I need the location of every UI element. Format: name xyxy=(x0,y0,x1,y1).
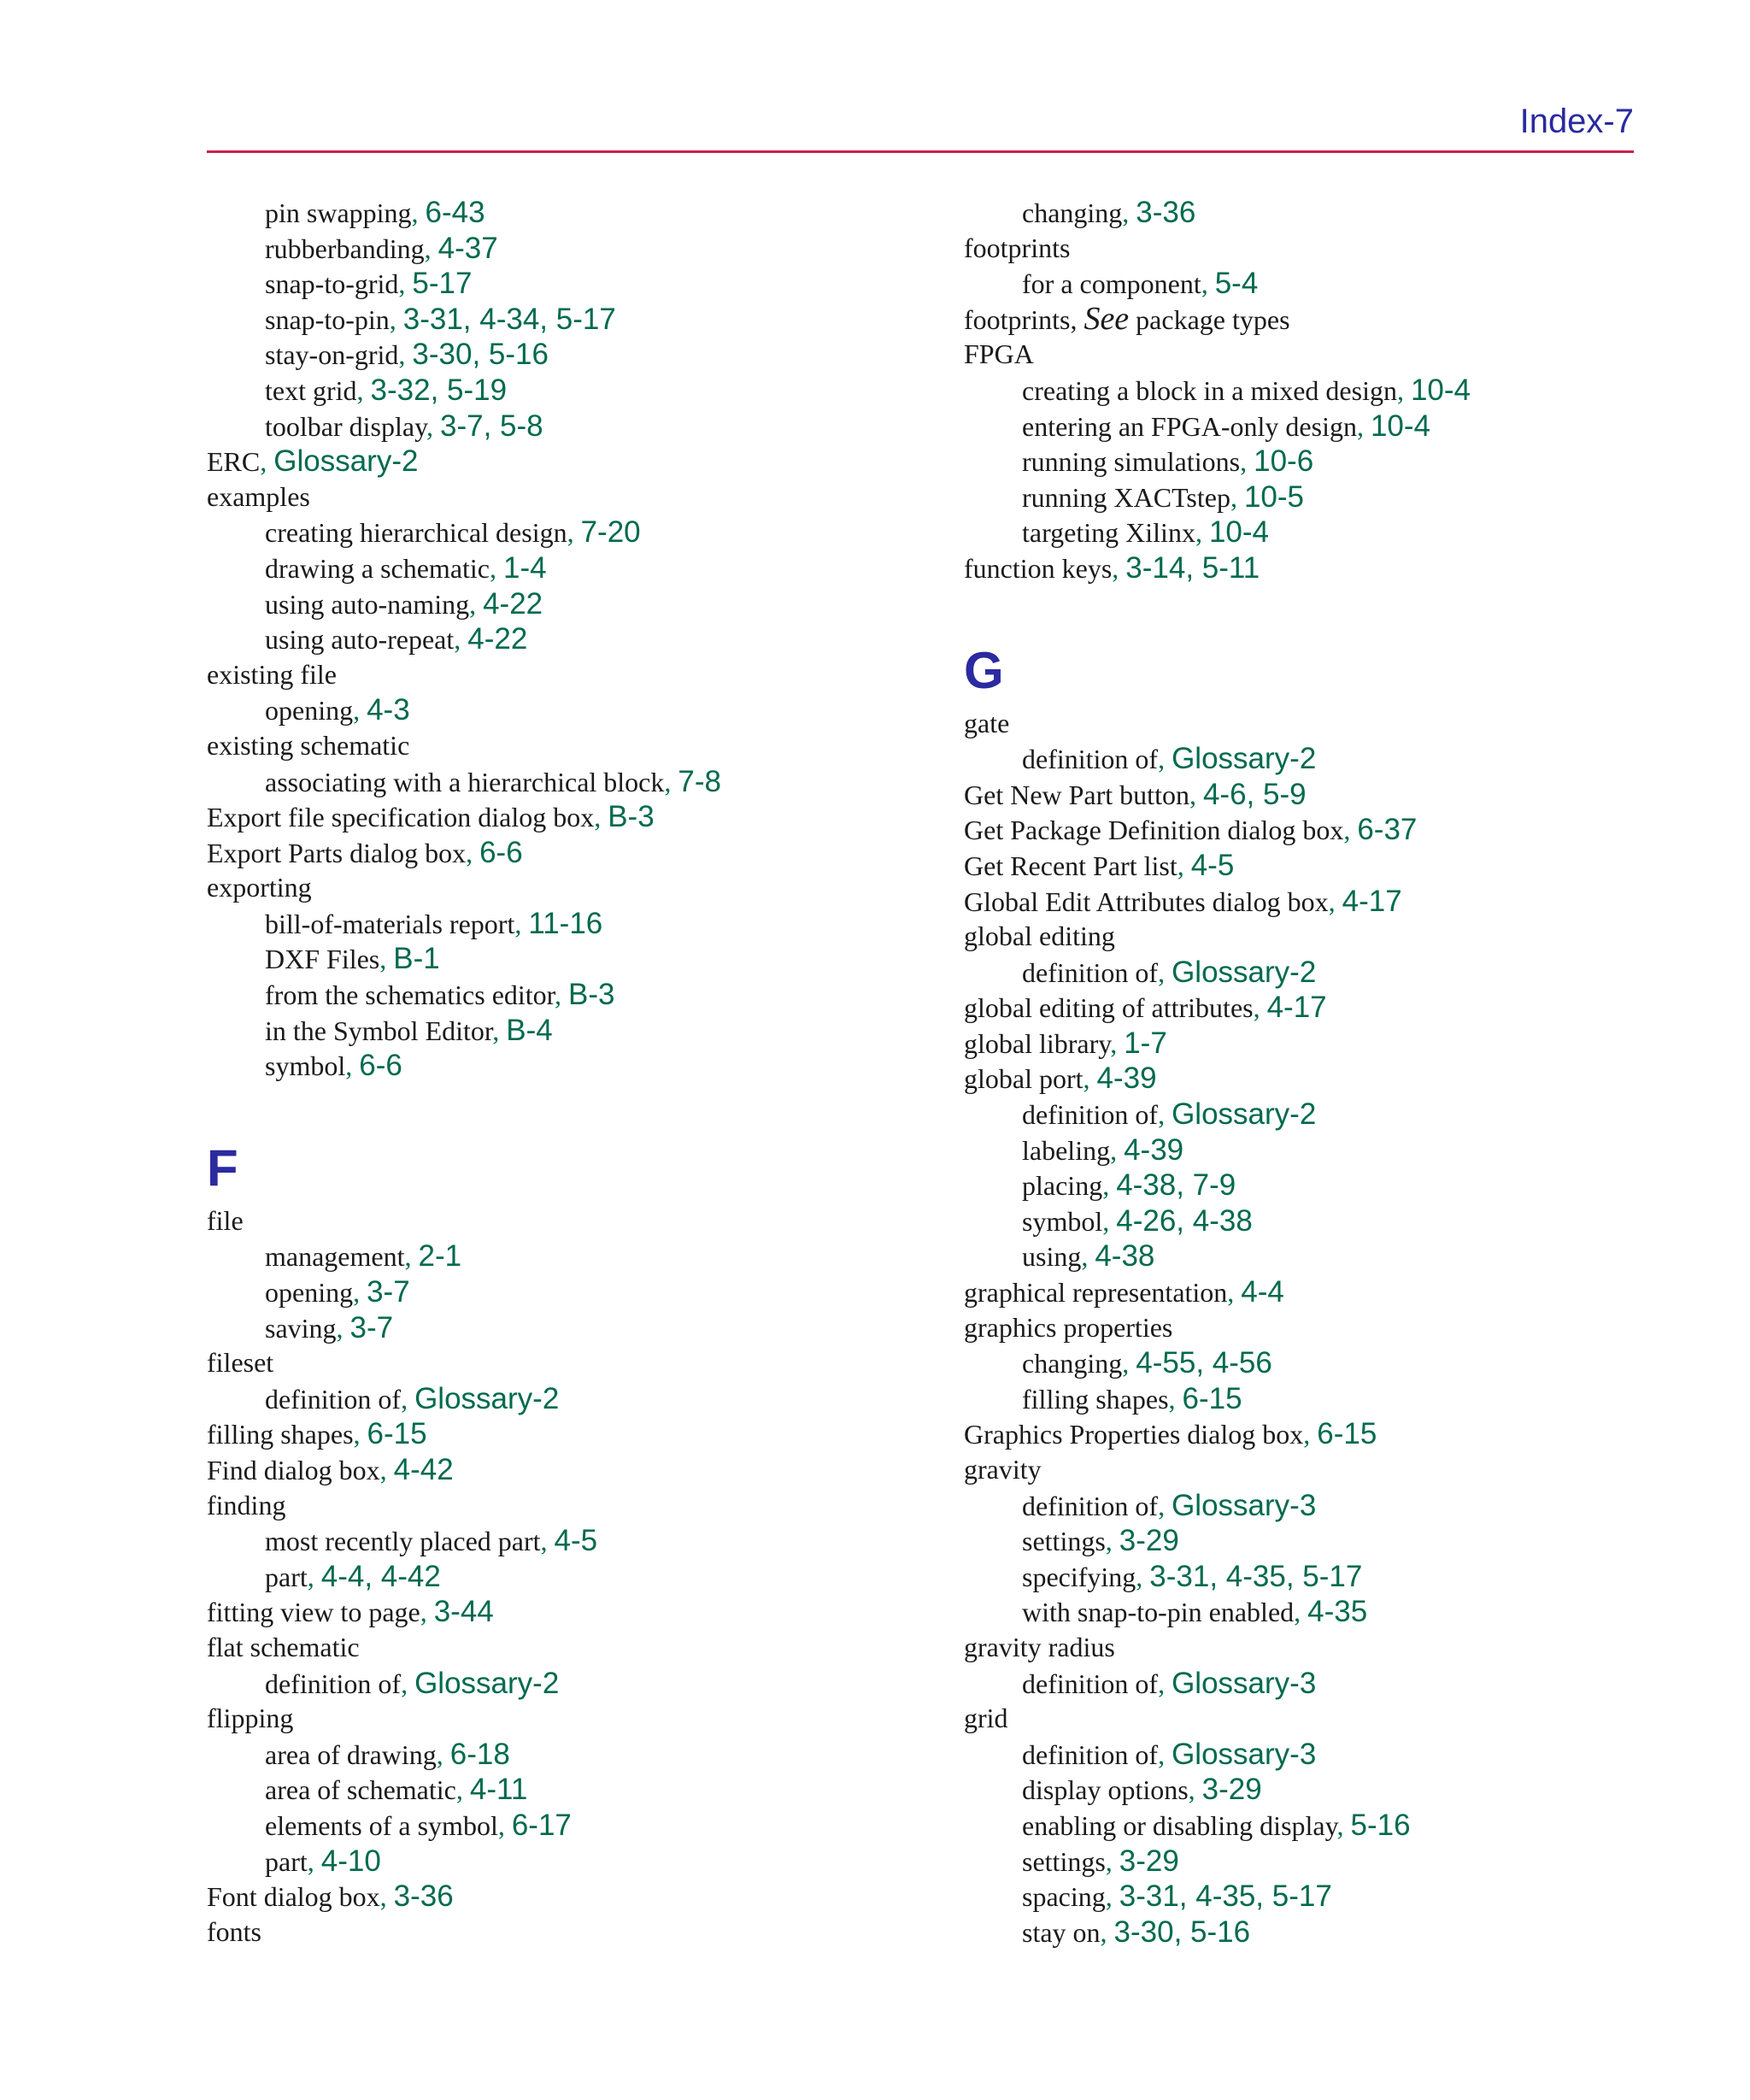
index-subentry: definition of, Glossary-2 xyxy=(1022,742,1317,776)
index-term: with snap-to-pin enabled xyxy=(1022,1597,1295,1628)
page-reference-link[interactable]: 5-17 xyxy=(412,267,473,301)
section-gap xyxy=(207,1084,942,1138)
index-entry: function keys, 3-14, 5-11 xyxy=(964,550,1260,585)
page-reference-link[interactable]: 3-32, 5-19 xyxy=(370,373,508,407)
index-term: spacing xyxy=(1022,1881,1106,1913)
index-subentry: from the schematics editor, B-3 xyxy=(265,978,615,1012)
page-reference-link[interactable]: 3-29 xyxy=(1201,1773,1262,1807)
page-reference-link[interactable]: 7-8 xyxy=(678,764,721,798)
page-reference-link[interactable]: 3-7, 5-8 xyxy=(440,409,543,443)
index-term: examples xyxy=(207,480,310,512)
index-subentry: in the Symbol Editor, B-4 xyxy=(265,1013,553,1047)
index-term: global editing of attributes xyxy=(964,992,1254,1024)
index-term: using auto-naming xyxy=(265,588,470,620)
index-term: labeling xyxy=(1022,1134,1111,1166)
page-reference-link[interactable]: Glossary-2 xyxy=(1172,742,1317,776)
page-reference-link[interactable]: 4-35 xyxy=(1307,1595,1368,1629)
index-subentry: definition of, Glossary-2 xyxy=(1022,955,1317,989)
index-subentry: using auto-naming, 4-22 xyxy=(265,586,543,621)
index-entry xyxy=(964,706,1699,742)
index-subentry: filling shapes, 6-15 xyxy=(1022,1381,1242,1415)
page-reference-link[interactable]: 3-44 xyxy=(433,1595,494,1629)
index-term: Get Package Definition dialog box xyxy=(964,815,1344,846)
index-term: footprints xyxy=(964,232,1071,263)
index-subentry: drawing a schematic, 1-4 xyxy=(265,550,547,585)
index-subentry: definition of, Glossary-2 xyxy=(1022,1097,1317,1132)
index-term: gravity xyxy=(964,1454,1042,1485)
page-reference-link[interactable]: 11-16 xyxy=(528,906,603,940)
index-subentry: text grid, 3-32, 5-19 xyxy=(265,373,508,407)
index-entry xyxy=(964,231,1699,267)
page-reference-link[interactable]: 6-15 xyxy=(1182,1381,1242,1415)
page-reference-link[interactable]: 6-15 xyxy=(1317,1417,1377,1451)
page-reference-link[interactable]: 3-29 xyxy=(1119,1524,1179,1558)
index-entry: Font dialog box, 3-36 xyxy=(207,1879,454,1914)
page-reference-link[interactable]: 3-31, 4-34, 5-17 xyxy=(402,302,616,336)
index-term: graphical representation xyxy=(964,1277,1228,1309)
index-entry xyxy=(207,1345,942,1381)
index-term: existing file xyxy=(207,658,337,690)
index-subentry: toolbar display, 3-7, 5-8 xyxy=(265,409,543,443)
index-term: definition of xyxy=(265,1383,402,1415)
index-subentry: opening, 3-7 xyxy=(265,1275,410,1309)
index-term: stay on xyxy=(1022,1916,1101,1948)
index-term: fileset xyxy=(207,1347,274,1379)
index-subentry: saving, 3-7 xyxy=(265,1310,394,1344)
page-reference-link[interactable]: 4-22 xyxy=(483,586,543,621)
index-term: changing xyxy=(1022,197,1123,228)
index-subentry: management, 2-1 xyxy=(265,1239,462,1274)
index-entry xyxy=(207,870,942,906)
index-subentry: symbol, 4-26, 4-38 xyxy=(1022,1203,1253,1238)
index-subentry: most recently placed part, 4-5 xyxy=(265,1524,598,1558)
index-term: elements of a symbol xyxy=(265,1809,498,1841)
index-term: Find dialog box xyxy=(207,1455,380,1485)
index-subentry: DXF Files, B-1 xyxy=(265,942,440,976)
index-subentry: creating a block in a mixed design, 10-4 xyxy=(1022,373,1471,407)
page-reference-link[interactable]: 10-4 xyxy=(1410,373,1471,407)
page-reference-link[interactable]: 1-4 xyxy=(503,550,547,585)
index-entry: Export file specification dialog box, B-3 xyxy=(207,800,655,834)
index-term: part xyxy=(265,1561,308,1592)
index-term: function keys xyxy=(964,552,1113,584)
index-entry: Get Recent Part list, 4-5 xyxy=(964,848,1235,882)
page-reference-link[interactable]: 4-22 xyxy=(467,622,528,656)
index-subentry: snap-to-pin, 3-31, 4-34, 5-17 xyxy=(265,302,616,336)
index-entry: global library, 1-7 xyxy=(964,1026,1167,1060)
page-reference-link[interactable]: 4-4, 4-42 xyxy=(320,1559,441,1593)
index-entry: Export Parts dialog box, 6-6 xyxy=(207,835,523,869)
index-term: fitting view to page xyxy=(207,1597,420,1628)
index-term: definition of xyxy=(1022,1099,1159,1131)
index-entry xyxy=(207,1488,942,1524)
index-term: bill-of-materials report xyxy=(265,908,515,939)
index-term: gravity radius xyxy=(964,1631,1115,1662)
index-term: global port xyxy=(964,1063,1083,1095)
page-reference-link[interactable]: 10-6 xyxy=(1254,444,1314,479)
index-subentry: running simulations, 10-6 xyxy=(1022,444,1314,479)
page-title: Index-7 xyxy=(1519,103,1634,140)
index-subentry: snap-to-grid, 5-17 xyxy=(265,267,473,301)
page-reference-link[interactable]: 3-7 xyxy=(367,1275,410,1309)
index-term: creating hierarchical design xyxy=(265,517,567,549)
page-reference-link[interactable]: 3-31, 4-35, 5-17 xyxy=(1119,1879,1332,1914)
page-reference-link[interactable]: 6-15 xyxy=(367,1417,427,1451)
index-subentry: symbol, 6-6 xyxy=(265,1049,402,1083)
page-reference-link[interactable]: 3-7 xyxy=(349,1310,394,1344)
index-term: definition of xyxy=(1022,744,1159,775)
page-reference-link[interactable]: 4-11 xyxy=(469,1773,528,1807)
index-term: Export Parts dialog box xyxy=(207,837,467,868)
index-entry xyxy=(207,479,942,515)
index-subentry: definition of, Glossary-2 xyxy=(265,1666,560,1700)
index-term: area of schematic xyxy=(265,1774,456,1806)
index-term: Global Edit Attributes dialog box xyxy=(964,885,1329,917)
index-term: snap-to-pin xyxy=(265,303,390,335)
index-term: definition of xyxy=(1022,956,1159,988)
page-reference-link[interactable]: 2-1 xyxy=(418,1239,462,1274)
page-reference-link[interactable]: 4-42 xyxy=(393,1453,454,1486)
index-subentry: definition of, Glossary-3 xyxy=(1022,1666,1317,1700)
index-subentry: spacing, 3-31, 4-35, 5-17 xyxy=(1022,1879,1332,1914)
index-term: filling shapes xyxy=(1022,1383,1169,1415)
index-term: most recently placed part xyxy=(265,1526,541,1557)
index-subentry: definition of, Glossary-3 xyxy=(1022,1488,1317,1522)
header-rule xyxy=(207,150,1634,153)
index-subentry: entering an FPGA-only design, 10-4 xyxy=(1022,409,1431,443)
page-reference-link[interactable]: 4-37 xyxy=(438,231,498,265)
index-term: changing xyxy=(1022,1348,1123,1379)
index-entry: Get New Part button, 4-6, 5-9 xyxy=(964,777,1307,811)
page-reference-link[interactable]: B-1 xyxy=(393,942,440,976)
page-reference-link[interactable]: B-4 xyxy=(506,1013,553,1047)
page-reference-link[interactable]: 4-55, 4-56 xyxy=(1136,1346,1272,1380)
index-term: drawing a schematic xyxy=(265,552,490,584)
index-term: entering an FPGA-only design xyxy=(1022,410,1357,442)
page-reference-link[interactable]: 7-20 xyxy=(580,515,641,550)
index-term: part xyxy=(265,1845,308,1877)
index-term: toolbar display xyxy=(265,410,426,442)
index-term: for a component xyxy=(1022,268,1201,300)
index-term: file xyxy=(207,1204,244,1236)
index-subentry: using auto-repeat, 4-22 xyxy=(265,622,528,656)
index-term: rubberbanding xyxy=(265,232,425,264)
index-term: ERC xyxy=(207,446,261,478)
index-entry: global editing of attributes, 4-17 xyxy=(964,991,1327,1025)
index-term: settings xyxy=(1022,1845,1106,1877)
index-subentry: using, 4-38 xyxy=(1022,1239,1155,1274)
index-term: Font dialog box xyxy=(207,1881,380,1913)
index-subentry: settings, 3-29 xyxy=(1022,1524,1179,1558)
index-term: opening xyxy=(265,695,354,726)
index-subentry: pin swapping, 6-43 xyxy=(265,196,485,229)
index-term: fonts xyxy=(207,1915,261,1947)
page-reference-link[interactable]: Glossary-2 xyxy=(1172,1097,1317,1132)
page-reference-link[interactable]: 3-29 xyxy=(1119,1844,1179,1878)
index-entry: Get Package Definition dialog box, 6-37 xyxy=(964,813,1418,847)
index-subentry: area of drawing, 6-18 xyxy=(265,1737,510,1771)
page-reference-link[interactable]: 4-17 xyxy=(1266,991,1327,1025)
index-term: placing xyxy=(1022,1170,1103,1202)
page-reference-link[interactable]: 6-37 xyxy=(1357,813,1418,847)
index-subentry: area of schematic, 4-11 xyxy=(265,1773,528,1807)
page-reference-link[interactable]: B-3 xyxy=(608,800,655,834)
index-subentry: stay-on-grid, 3-30, 5-16 xyxy=(265,338,549,372)
page-reference-link[interactable]: 1-7 xyxy=(1124,1026,1167,1060)
index-term: management xyxy=(265,1241,405,1273)
page-reference-link[interactable]: 5-4 xyxy=(1214,267,1259,301)
section-letter-heading: G xyxy=(964,641,1004,699)
index-subentry: creating hierarchical design, 7-20 xyxy=(265,515,641,550)
index-term: footprints xyxy=(964,303,1071,335)
index-term: global library xyxy=(964,1027,1111,1059)
page-reference-link[interactable]: 3-36 xyxy=(393,1879,454,1914)
page-reference-link[interactable]: 4-39 xyxy=(1124,1132,1184,1167)
index-term: creating a block in a mixed design xyxy=(1022,374,1397,406)
index-term: settings xyxy=(1022,1526,1106,1557)
page-reference-link[interactable]: 4-4 xyxy=(1241,1275,1284,1309)
index-term: grid xyxy=(964,1703,1008,1734)
page-reference-link[interactable]: 10-4 xyxy=(1370,409,1431,443)
page-reference-link[interactable]: Glossary-3 xyxy=(1172,1488,1317,1522)
index-subentry: definition of, Glossary-2 xyxy=(265,1381,560,1415)
index-column-right xyxy=(964,195,1699,1950)
page-reference-link[interactable]: 6-17 xyxy=(511,1808,572,1842)
page-reference-link[interactable]: Glossary-2 xyxy=(414,1381,560,1415)
see-target: package types xyxy=(1136,303,1290,335)
index-term: specifying xyxy=(1022,1561,1136,1592)
index-entry: filling shapes, 6-15 xyxy=(207,1417,427,1451)
index-term: area of drawing xyxy=(265,1738,437,1770)
index-subentry: opening, 4-3 xyxy=(265,693,410,727)
index-entry xyxy=(207,1203,942,1239)
index-term: associating with a hierarchical block xyxy=(265,766,665,797)
index-term: enabling or disabling display xyxy=(1022,1809,1337,1841)
index-entry: Find dialog box, 4-42 xyxy=(207,1453,454,1486)
index-term: targeting Xilinx xyxy=(1022,517,1195,549)
page-reference-link[interactable]: 3-31, 4-35, 5-17 xyxy=(1149,1559,1363,1593)
see-label: See xyxy=(1083,300,1130,337)
index-term: definition of xyxy=(1022,1668,1159,1699)
index-entry xyxy=(207,1915,942,1950)
index-entry xyxy=(207,657,942,693)
index-term: saving xyxy=(265,1312,337,1344)
page-reference-link[interactable]: 6-6 xyxy=(359,1049,402,1083)
index-column-left xyxy=(207,195,942,1950)
index-subentry: associating with a hierarchical block, 7-8 xyxy=(265,764,721,798)
index-term: Export file specification dialog box xyxy=(207,802,595,833)
page-reference-link[interactable]: 4-17 xyxy=(1342,884,1402,918)
index-entry xyxy=(964,1701,1699,1737)
index-entry: Graphics Properties dialog box, 6-15 xyxy=(964,1417,1377,1451)
index-subentry: enabling or disabling display, 5-16 xyxy=(1022,1808,1411,1842)
index-term: in the Symbol Editor xyxy=(265,1015,493,1046)
index-subentry: part, 4-4, 4-42 xyxy=(265,1559,441,1593)
page-reference-link[interactable]: 3-36 xyxy=(1136,196,1196,229)
index-term: using auto-repeat xyxy=(265,624,455,656)
page-reference-link[interactable]: 4-6, 5-9 xyxy=(1202,777,1307,811)
index-entry: Global Edit Attributes dialog box, 4-17 xyxy=(964,884,1402,918)
index-term: FPGA xyxy=(964,338,1034,370)
section-gap xyxy=(964,586,1699,641)
index-term: using xyxy=(1022,1241,1082,1273)
index-subentry: changing, 4-55, 4-56 xyxy=(1022,1346,1272,1380)
page-reference-link[interactable]: 3-14, 5-11 xyxy=(1125,550,1260,585)
index-term: DXF Files xyxy=(265,944,380,975)
page-reference-link[interactable]: 3-30, 5-16 xyxy=(1113,1915,1251,1949)
index-term: flipping xyxy=(207,1703,294,1734)
index-subentry: elements of a symbol, 6-17 xyxy=(265,1808,572,1842)
index-subentry: targeting Xilinx, 10-4 xyxy=(1022,515,1269,550)
page-reference-link[interactable]: 4-38, 7-9 xyxy=(1116,1168,1236,1203)
index-term: Get New Part button xyxy=(964,779,1189,810)
index-term: filling shapes xyxy=(207,1419,354,1450)
index-entry xyxy=(964,1310,1699,1346)
index-term: pin swapping xyxy=(265,197,412,228)
page-reference-link[interactable]: Glossary-2 xyxy=(273,444,419,479)
page-reference-link[interactable]: 4-38 xyxy=(1095,1239,1155,1274)
page-reference-link[interactable]: 3-30, 5-16 xyxy=(412,338,549,372)
page-reference-link[interactable]: 4-10 xyxy=(320,1844,381,1878)
index-subentry: for a component, 5-4 xyxy=(1022,267,1259,301)
index-entry xyxy=(964,1630,1699,1666)
index-term: graphics properties xyxy=(964,1311,1173,1343)
index-entry: fitting view to page, 3-44 xyxy=(207,1595,494,1629)
index-term: opening xyxy=(265,1277,354,1309)
index-term: text grid xyxy=(265,374,357,406)
page-reference-link[interactable]: 10-5 xyxy=(1243,479,1305,514)
index-term: exporting xyxy=(207,872,312,903)
index-term: running simulations xyxy=(1022,446,1241,478)
index-subentry: placing, 4-38, 7-9 xyxy=(1022,1168,1236,1203)
index-term: definition of xyxy=(1022,1490,1159,1521)
index-subentry: changing, 3-36 xyxy=(1022,196,1196,229)
page-reference-link[interactable]: Glossary-2 xyxy=(414,1666,560,1700)
index-entry: global port, 4-39 xyxy=(964,1062,1157,1096)
index-subentry: labeling, 4-39 xyxy=(1022,1132,1184,1167)
index-subentry: bill-of-materials report, 11-16 xyxy=(265,906,603,940)
page-reference-link[interactable]: 4-5 xyxy=(554,1524,598,1558)
index-term: Graphics Properties dialog box xyxy=(964,1419,1304,1450)
index-term: finding xyxy=(207,1489,286,1521)
index-subentry: display options, 3-29 xyxy=(1022,1773,1262,1807)
index-entry xyxy=(207,1630,942,1666)
page-reference-link[interactable]: 6-6 xyxy=(479,835,523,869)
index-subentry: part, 4-10 xyxy=(265,1844,381,1878)
page-reference-link[interactable]: Glossary-3 xyxy=(1172,1666,1317,1700)
index-entry xyxy=(207,728,942,764)
index-term: global editing xyxy=(964,921,1115,952)
index-entry xyxy=(964,1452,1699,1488)
index-term: snap-to-grid xyxy=(265,268,399,300)
index-entry: ERC, Glossary-2 xyxy=(207,444,419,479)
index-term: Get Recent Part list xyxy=(964,850,1177,881)
index-subentry: running XACTstep, 10-5 xyxy=(1022,479,1305,514)
index-term: definition of xyxy=(1022,1738,1159,1770)
index-term: gate xyxy=(964,707,1010,738)
index-term: definition of xyxy=(265,1668,402,1699)
page-reference-link[interactable]: B-3 xyxy=(568,978,615,1012)
index-term: stay-on-grid xyxy=(265,339,399,371)
page-reference-link[interactable]: 6-18 xyxy=(449,1737,510,1771)
page-reference-link[interactable]: 4-39 xyxy=(1096,1062,1157,1096)
page-reference-link[interactable]: Glossary-2 xyxy=(1172,955,1317,989)
page-reference-link[interactable]: 10-4 xyxy=(1208,515,1269,550)
page-reference-link[interactable]: 4-26, 4-38 xyxy=(1116,1203,1253,1238)
index-term: flat schematic xyxy=(207,1631,360,1662)
index-term: symbol xyxy=(265,1050,346,1082)
page-reference-link[interactable]: 4-3 xyxy=(367,693,410,727)
index-subentry: settings, 3-29 xyxy=(1022,1844,1179,1878)
section-letter-heading: F xyxy=(207,1138,238,1197)
index-entry xyxy=(207,1701,942,1737)
index-term: display options xyxy=(1022,1774,1189,1806)
page-reference-link[interactable]: Glossary-3 xyxy=(1172,1737,1317,1771)
index-subentry: specifying, 3-31, 4-35, 5-17 xyxy=(1022,1559,1363,1593)
index-term: existing schematic xyxy=(207,729,410,761)
index-term: from the schematics editor xyxy=(265,979,555,1011)
index-subentry: definition of, Glossary-3 xyxy=(1022,1737,1317,1771)
index-subentry: rubberbanding, 4-37 xyxy=(265,231,498,265)
index-term: symbol xyxy=(1022,1205,1103,1237)
page-reference-link[interactable]: 6-43 xyxy=(425,196,485,229)
index-entry: footprints, See package types xyxy=(964,300,1290,337)
index-subentry: with snap-to-pin enabled, 4-35 xyxy=(1022,1595,1368,1629)
index-entry xyxy=(964,919,1699,955)
index-entry xyxy=(964,337,1699,373)
index-term: running XACTstep xyxy=(1022,481,1230,513)
index-entry: graphical representation, 4-4 xyxy=(964,1275,1284,1309)
page-reference-link[interactable]: 5-16 xyxy=(1350,1808,1411,1842)
index-subentry: stay on, 3-30, 5-16 xyxy=(1022,1915,1251,1949)
page-reference-link[interactable]: 4-5 xyxy=(1190,848,1235,882)
